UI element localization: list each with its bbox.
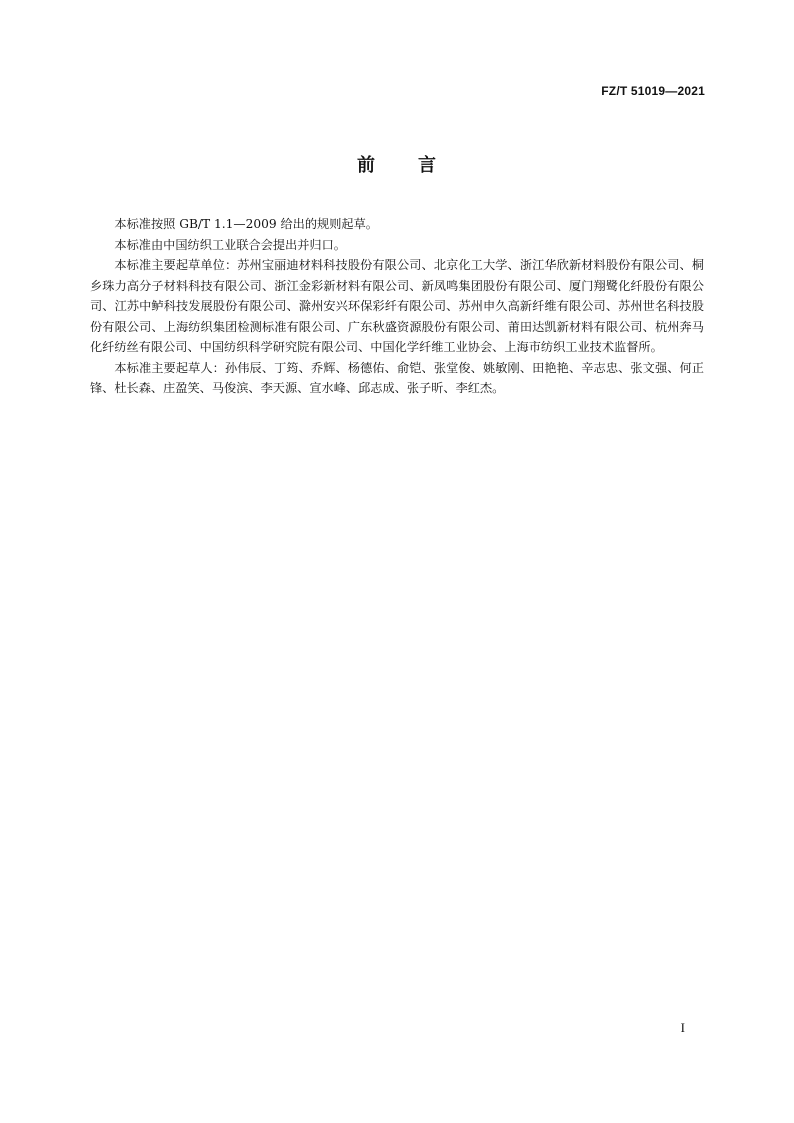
paragraph-proposer: 本标准由中国纺织工业联合会提出并归口。 [114, 237, 346, 252]
foreword-body [90, 214, 704, 399]
standard-code: FZ/T 51019—2021 [601, 84, 705, 98]
page-title [0, 151, 794, 177]
paragraph-drafters: 本标准主要起草人：孙伟辰、丁筠、乔辉、杨德佑、俞铠、张堂俊、姚敏刚、田艳艳、辛志忠、张文强、何正锋、杜长森、庄盈笑、马俊滨、李天源、宣水峰、邱志成、张子昕、李红杰。 [90, 360, 704, 395]
paragraph-drafting-units: 本标准主要起草单位：苏州宝丽迪材料科技股份有限公司、北京化工大学、浙江华欣新材料股份有限公司、桐乡珠力高分子材料科技有限公司、浙江金彩新材料有限公司、新凤鸣集团股份有限公司、厦门翔鹭化纤股份有限公司、江苏中鲈科技发展股份有限公司、滁州安兴环保彩纤有限公司、苏州申久高新纤维有限公司、苏州世名科技股份有限公司、上海纺织集团检测标准有限公司、广东秋盛资源股份有限公司、莆田达凯新材料有限公司、杭州奔马化纤纺丝有限公司、中国纺织科学研究院有限公司、中国化学纤维工业协会、上海市纺织工业技术监督所。 [90, 258, 704, 354]
title-char-1: 前 [357, 155, 376, 176]
title-char-2: 言 [418, 155, 437, 176]
paragraph-drafting-rules: 本标准按照 GB/T 1.1—2009 给出的规则起草。 [114, 217, 378, 231]
page-number: I [680, 1020, 685, 1035]
